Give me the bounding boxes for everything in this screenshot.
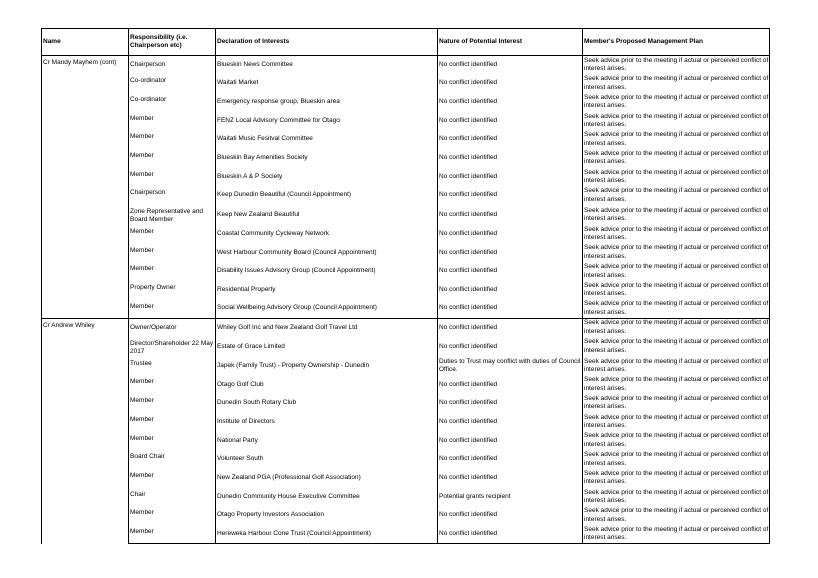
table-row [42, 506, 770, 525]
declaration-cell: Waitati Market [216, 74, 438, 93]
table-row [42, 394, 770, 413]
nature-cell: No conflict identified [438, 112, 583, 131]
member-name-cell: Cr Andrew Whiley [42, 318, 129, 543]
responsibility-cell: Member [129, 244, 216, 263]
management-plan-cell: Seek advice prior to the meeting if actual or perceived conflict of interest arises. [583, 93, 770, 112]
table-row [42, 281, 770, 300]
management-plan-cell: Seek advice prior to the meeting if actual or perceived conflict of interest arises. [583, 74, 770, 93]
management-plan-cell: Seek advice prior to the meeting if actual or perceived conflict of interest arises. [583, 281, 770, 300]
declaration-cell: Volunteer South [216, 450, 438, 469]
declaration-cell: Disability Issues Advisory Group (Council Appointment) [216, 262, 438, 281]
declaration-cell: Keep New Zealand Beautiful [216, 205, 438, 225]
management-plan-cell: Seek advice prior to the meeting if actual or perceived conflict of interest arises. [583, 168, 770, 187]
table-header-row [42, 29, 770, 56]
nature-cell: No conflict identified [438, 300, 583, 319]
responsibility-cell: Member [129, 300, 216, 319]
nature-cell: No conflict identified [438, 413, 583, 432]
nature-cell: No conflict identified [438, 225, 583, 244]
responsibility-cell: Chairperson [129, 56, 216, 75]
nature-cell: No conflict identified [438, 130, 583, 149]
table-row [42, 450, 770, 469]
responsibility-cell: Member [129, 375, 216, 394]
interests-register-table [41, 28, 770, 544]
responsibility-cell: Zone Representative and Board Member [129, 205, 216, 225]
table-row [42, 130, 770, 149]
declaration-cell: New Zealand PGA (Professional Golf Association) [216, 469, 438, 488]
management-plan-cell: Seek advice prior to the meeting if actual or perceived conflict of interest arises. [583, 357, 770, 376]
declaration-cell: Waitati Music Fesitval Committee [216, 130, 438, 149]
responsibility-cell: Member [129, 130, 216, 149]
responsibility-cell: Co-ordinator [129, 93, 216, 112]
table-row [42, 56, 770, 75]
responsibility-cell: Member [129, 168, 216, 187]
declaration-cell: Institute of Directors [216, 413, 438, 432]
management-plan-cell: Seek advice prior to the meeting if actual or perceived conflict of interest arises. [583, 300, 770, 319]
table-row [42, 74, 770, 93]
table-row [42, 225, 770, 244]
declaration-cell: Dunedin South Rotary Club [216, 394, 438, 413]
table-row [42, 375, 770, 394]
management-plan-cell: Seek advice prior to the meeting if actual or perceived conflict of interest arises. [583, 432, 770, 451]
declaration-cell: West Harbour Community Board (Council Appointment) [216, 244, 438, 263]
management-plan-cell: Seek advice prior to the meeting if actual or perceived conflict of interest arises. [583, 450, 770, 469]
management-plan-cell: Seek advice prior to the meeting if actual or perceived conflict of interest arises. [583, 469, 770, 488]
management-plan-cell: Seek advice prior to the meeting if actual or perceived conflict of interest arises. [583, 130, 770, 149]
nature-cell: No conflict identified [438, 186, 583, 205]
nature-cell: No conflict identified [438, 281, 583, 300]
nature-cell: Duties to Trust may conflict with duties of Council Office. [438, 357, 583, 376]
table-row [42, 112, 770, 131]
declaration-cell: Otago Property Investors Association [216, 506, 438, 525]
table-row [42, 488, 770, 507]
declaration-cell: Otago Golf Club [216, 375, 438, 394]
management-plan-cell: Seek advice prior to the meeting if actual or perceived conflict of interest arises. [583, 375, 770, 394]
declaration-cell: Japek (Family Trust) - Property Ownership - Dunedin [216, 357, 438, 376]
declaration-cell: Estate of Grace Limited [216, 337, 438, 357]
table-row [42, 357, 770, 376]
management-plan-cell: Seek advice prior to the meeting if actual or perceived conflict of interest arises. [583, 262, 770, 281]
responsibility-cell: Member [129, 525, 216, 544]
declaration-cell: Coastal Community Cycleway Network [216, 225, 438, 244]
nature-cell: No conflict identified [438, 168, 583, 187]
nature-cell: No conflict identified [438, 375, 583, 394]
responsibility-cell: Member [129, 432, 216, 451]
responsibility-cell: Member [129, 149, 216, 168]
responsibility-cell: Owner/Operator [129, 318, 216, 337]
declaration-cell: Hereweka Harbour Cone Trust (Council Appointment) [216, 525, 438, 544]
management-plan-cell: Seek advice prior to the meeting if actual or perceived conflict of interest arises. [583, 112, 770, 131]
declaration-cell: Blueskin News Committee [216, 56, 438, 75]
table-row [42, 186, 770, 205]
nature-cell: No conflict identified [438, 205, 583, 225]
responsibility-cell: Member [129, 413, 216, 432]
declaration-cell: Residential Property [216, 281, 438, 300]
table-row [42, 432, 770, 451]
nature-cell: No conflict identified [438, 337, 583, 357]
management-plan-cell: Seek advice prior to the meeting if actual or perceived conflict of interest arises. [583, 225, 770, 244]
responsibility-cell: Member [129, 225, 216, 244]
responsibility-cell: Chair [129, 488, 216, 507]
responsibility-cell: Member [129, 394, 216, 413]
table-row [42, 149, 770, 168]
table-row [42, 168, 770, 187]
header-declaration: Declaration of Interests [216, 29, 438, 56]
management-plan-cell: Seek advice prior to the meeting if actual or perceived conflict of interest arises. [583, 337, 770, 357]
responsibility-cell: Property Owner [129, 281, 216, 300]
responsibility-cell: Co-ordinator [129, 74, 216, 93]
nature-cell: No conflict identified [438, 149, 583, 168]
nature-cell: No conflict identified [438, 506, 583, 525]
table-row [42, 93, 770, 112]
table-row [42, 337, 770, 357]
table-row [42, 262, 770, 281]
management-plan-cell: Seek advice prior to the meeting if actual or perceived conflict of interest arises. [583, 186, 770, 205]
declaration-cell: FENZ Local Advisory Committee for Otago [216, 112, 438, 131]
table-row [42, 318, 770, 337]
responsibility-cell: Member [129, 262, 216, 281]
responsibility-cell: Member [129, 112, 216, 131]
table-row [42, 469, 770, 488]
table-row [42, 413, 770, 432]
management-plan-cell: Seek advice prior to the meeting if actual or perceived conflict of interest arises. [583, 244, 770, 263]
nature-cell: No conflict identified [438, 525, 583, 544]
declaration-cell: Social Wellbeing Advisory Group (Council Appointment) [216, 300, 438, 319]
responsibility-cell: Trustee [129, 357, 216, 376]
header-plan: Member's Proposed Management Plan [583, 29, 770, 56]
declaration-cell: Keep Dunedin Beautiful (Council Appointment) [216, 186, 438, 205]
nature-cell: No conflict identified [438, 56, 583, 75]
responsibility-cell: Chairperson [129, 186, 216, 205]
nature-cell: No conflict identified [438, 394, 583, 413]
management-plan-cell: Seek advice prior to the meeting if actual or perceived conflict of interest arises. [583, 318, 770, 337]
declaration-cell: Emergency response group, Blueskin area [216, 93, 438, 112]
member-name-cell: Cr Mandy Mayhem (cont) [42, 56, 129, 319]
header-nature: Nature of Potential Interest [438, 29, 583, 56]
responsibility-cell: Director/Shareholder 22 May 2017 [129, 337, 216, 357]
header-responsibility: Responsibility (i.e. Chairperson etc) [129, 29, 216, 56]
management-plan-cell: Seek advice prior to the meeting if actual or perceived conflict of interest arises. [583, 525, 770, 544]
nature-cell: Potential grants recipient [438, 488, 583, 507]
declaration-cell: Blueskin Bay Amenities Society [216, 149, 438, 168]
nature-cell: No conflict identified [438, 244, 583, 263]
management-plan-cell: Seek advice prior to the meeting if actual or perceived conflict of interest arises. [583, 56, 770, 75]
management-plan-cell: Seek advice prior to the meeting if actual or perceived conflict of interest arises. [583, 488, 770, 507]
header-name: Name [42, 29, 129, 56]
declaration-cell: Blueskin A & P Society [216, 168, 438, 187]
responsibility-cell: Board Chair [129, 450, 216, 469]
table-row [42, 525, 770, 544]
declaration-cell: National Party [216, 432, 438, 451]
responsibility-cell: Member [129, 506, 216, 525]
nature-cell: No conflict identified [438, 432, 583, 451]
table-row [42, 205, 770, 225]
nature-cell: No conflict identified [438, 450, 583, 469]
nature-cell: No conflict identified [438, 74, 583, 93]
table-row [42, 244, 770, 263]
nature-cell: No conflict identified [438, 93, 583, 112]
nature-cell: No conflict identified [438, 318, 583, 337]
management-plan-cell: Seek advice prior to the meeting if actual or perceived conflict of interest arises. [583, 506, 770, 525]
declaration-cell: Dunedin Community House Executive Committee [216, 488, 438, 507]
table-row [42, 300, 770, 319]
management-plan-cell: Seek advice prior to the meeting if actual or perceived conflict of interest arises. [583, 413, 770, 432]
nature-cell: No conflict identified [438, 469, 583, 488]
management-plan-cell: Seek advice prior to the meeting if actual or perceived conflict of interest arises. [583, 394, 770, 413]
responsibility-cell: Member [129, 469, 216, 488]
declaration-cell: Whiley Golf Inc and New Zealand Golf Travel Ltd [216, 318, 438, 337]
management-plan-cell: Seek advice prior to the meeting if actual or perceived conflict of interest arises. [583, 205, 770, 225]
management-plan-cell: Seek advice prior to the meeting if actual or perceived conflict of interest arises. [583, 149, 770, 168]
nature-cell: No conflict identified [438, 262, 583, 281]
